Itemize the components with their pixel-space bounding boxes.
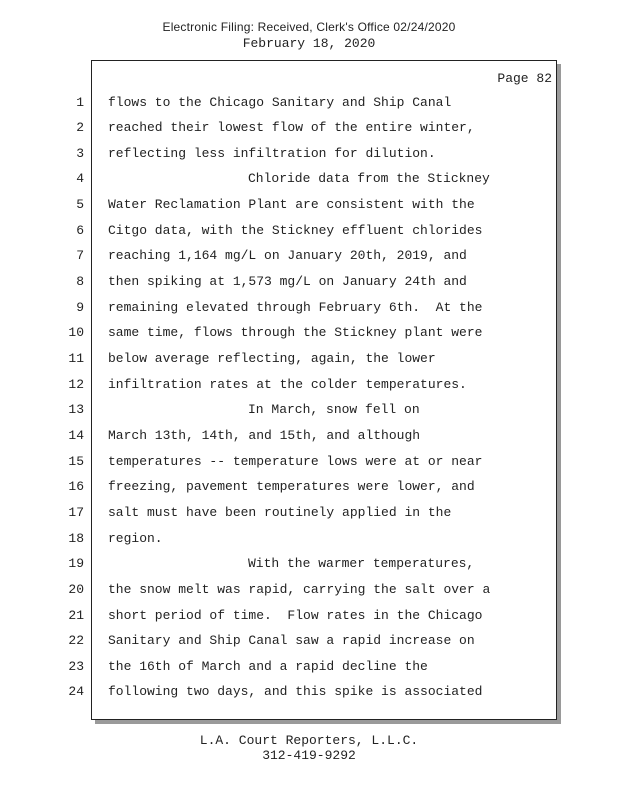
line-text: reaching 1,164 mg/L on January 20th, 2019, and xyxy=(108,248,467,264)
line-number: 15 xyxy=(68,453,84,469)
line-number: 8 xyxy=(76,274,84,290)
reporter-company: L.A. Court Reporters, L.L.C. xyxy=(199,733,419,748)
line-text: below average reflecting, again, the lower xyxy=(108,351,436,366)
line-number: 7 xyxy=(76,248,84,264)
transcript-line xyxy=(0,95,600,121)
line-number: 21 xyxy=(68,607,84,623)
line-number: 3 xyxy=(76,145,84,161)
transcript-line xyxy=(0,274,600,300)
line-text: Citgo data, with the Stickney effluent chlorides xyxy=(108,222,483,238)
line-number: 12 xyxy=(68,376,84,392)
line-number: 17 xyxy=(68,504,84,520)
transcript-line xyxy=(0,300,600,326)
line-number: 4 xyxy=(76,171,84,187)
line-text: Chloride data from the Stickney xyxy=(248,171,490,187)
transcript-line xyxy=(0,171,600,197)
reporter-phone: 312-419-9292 xyxy=(262,748,356,763)
transcript-line xyxy=(0,531,600,557)
line-text: region. xyxy=(108,530,163,546)
line-number: 20 xyxy=(68,581,84,597)
filing-stamp: Electronic Filing: Received, Clerk's Office 02/24/2020 xyxy=(162,20,456,34)
transcript-line xyxy=(0,351,600,377)
transcript-line xyxy=(0,479,600,505)
line-number: 2 xyxy=(76,120,84,136)
transcript-line xyxy=(0,197,600,223)
transcript-line xyxy=(0,582,600,608)
line-number: 11 xyxy=(68,351,84,366)
line-number: 23 xyxy=(68,658,84,674)
line-text: the 16th of March and a rapid decline the xyxy=(108,658,428,674)
transcript-line xyxy=(0,428,600,454)
line-number: 6 xyxy=(76,222,84,238)
transcript-line xyxy=(0,505,600,531)
line-text: infiltration rates at the colder temperatures. xyxy=(108,376,467,392)
transcript-line xyxy=(0,377,600,403)
line-number: 1 xyxy=(76,94,84,110)
line-text: same time, flows through the Stickney plant were xyxy=(108,325,483,341)
line-text: In March, snow fell on xyxy=(248,402,420,418)
transcript-line xyxy=(0,402,600,428)
line-text: salt must have been routinely applied in the xyxy=(108,504,452,520)
line-text: March 13th, 14th, and 15th, and although xyxy=(108,427,421,443)
line-text: temperatures -- temperature lows were at or near xyxy=(108,453,483,469)
transcript-line xyxy=(0,659,600,685)
line-text: reached their lowest flow of the entire winter, xyxy=(108,120,475,136)
line-number: 24 xyxy=(68,684,84,700)
line-text: freezing, pavement temperatures were lower, and xyxy=(108,479,475,495)
transcript-line xyxy=(0,248,600,274)
line-number: 10 xyxy=(68,325,84,341)
line-number: 9 xyxy=(76,299,84,315)
transcript-line xyxy=(0,633,600,659)
transcript-line xyxy=(0,325,600,351)
transcript-date: February 18, 2020 xyxy=(242,36,376,51)
transcript-line xyxy=(0,608,600,634)
transcript-line xyxy=(0,454,600,480)
line-text: With the warmer temperatures, xyxy=(248,556,475,572)
line-number: 14 xyxy=(68,427,84,443)
line-text: then spiking at 1,573 mg/L on January 24th and xyxy=(108,274,467,290)
line-number: 19 xyxy=(68,556,84,572)
transcript-line xyxy=(0,556,600,582)
line-text: short period of time. Flow rates in the Chicago xyxy=(108,607,483,623)
transcript-line xyxy=(0,120,600,146)
line-number: 22 xyxy=(68,633,84,649)
line-text: Sanitary and Ship Canal saw a rapid increase on xyxy=(108,633,475,649)
line-number: 18 xyxy=(68,530,84,546)
line-text: reflecting less infiltration for dilution. xyxy=(108,145,436,161)
line-text: Water Reclamation Plant are consistent with the xyxy=(108,197,475,213)
transcript-line xyxy=(0,684,600,710)
transcript-line xyxy=(0,223,600,249)
line-text: following two days, and this spike is associated xyxy=(108,684,483,700)
page-number: Page 82 xyxy=(497,71,552,86)
line-text: flows to the Chicago Sanitary and Ship Canal xyxy=(108,94,452,110)
line-number: 13 xyxy=(68,402,84,418)
line-number: 5 xyxy=(76,197,84,213)
line-number: 16 xyxy=(68,479,84,495)
transcript-line xyxy=(0,146,600,172)
line-text: remaining elevated through February 6th. At the xyxy=(108,299,483,315)
line-text: the snow melt was rapid, carrying the salt over a xyxy=(108,581,491,597)
